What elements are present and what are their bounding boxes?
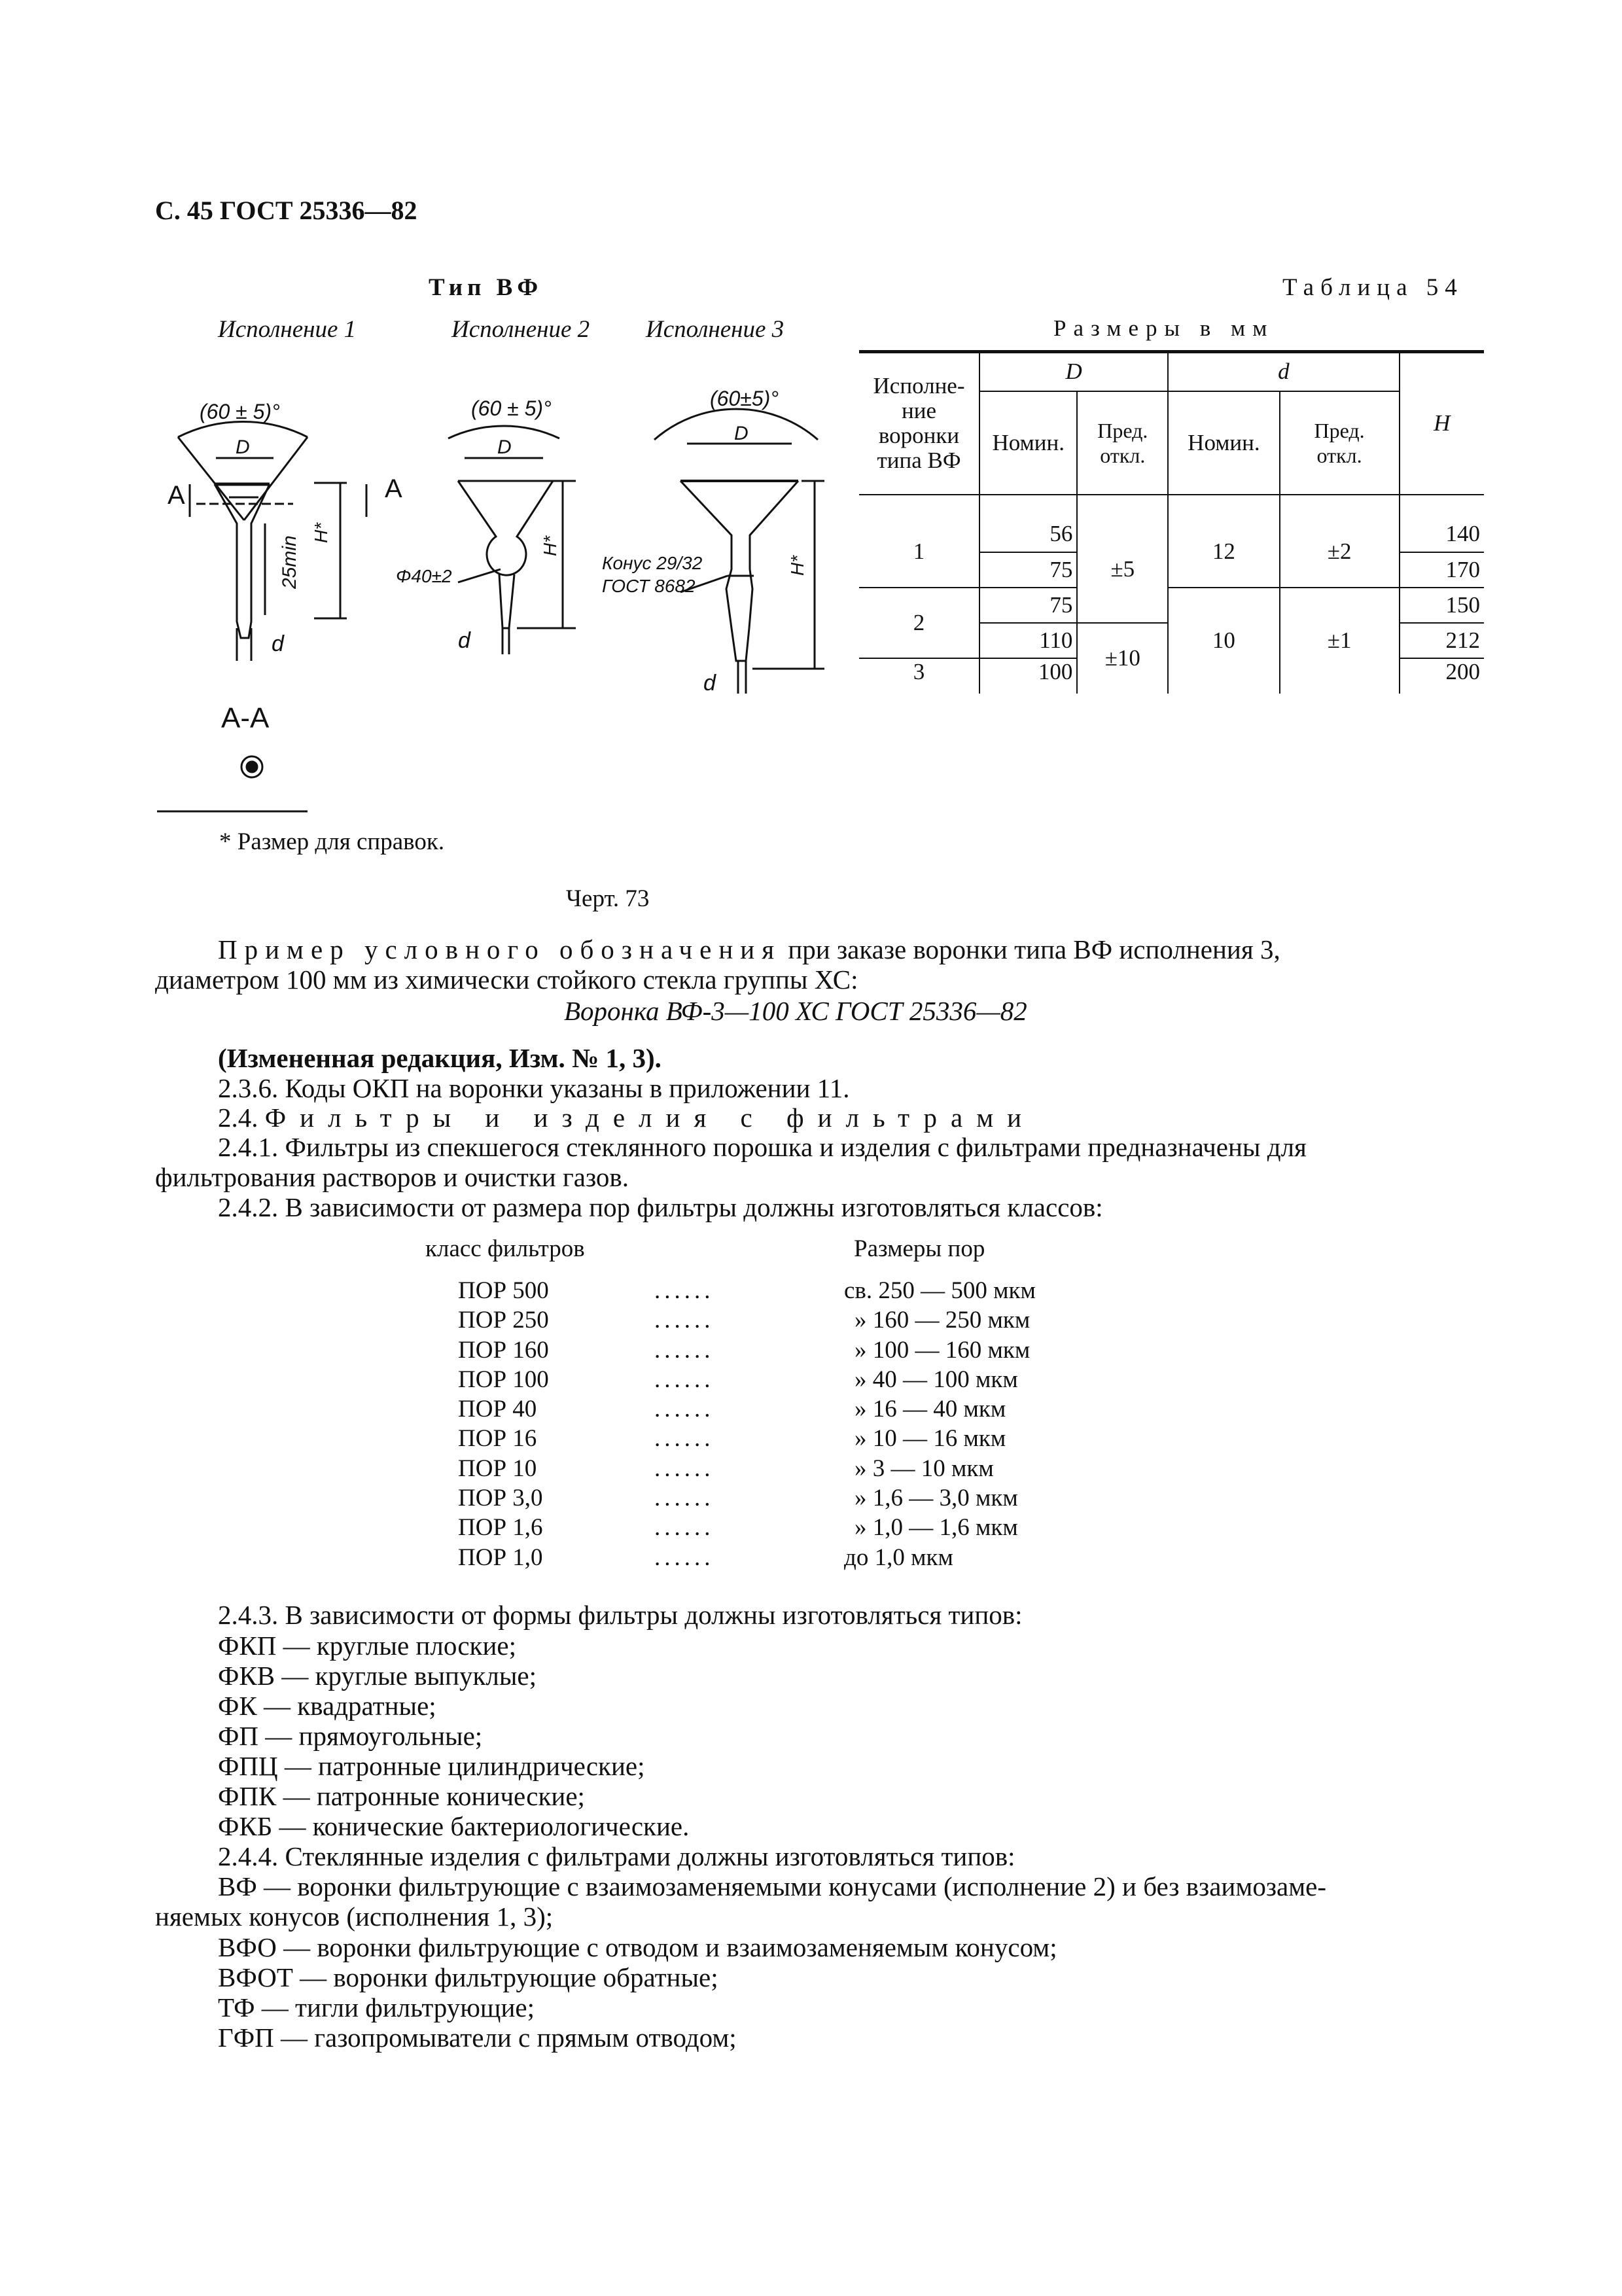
svg-text:A: A (385, 474, 402, 503)
version-2-label: Исполнение 2 (451, 316, 590, 343)
svg-text:(60 ± 5)°: (60 ± 5)° (200, 400, 280, 423)
para-242: 2.4.2. В зависимости от размера пор фильтры должны изготовляться классов: (218, 1192, 1103, 1222)
table-subtitle: Размеры в мм (1053, 315, 1275, 341)
list-item: ПОР 1,0 ...... до 1,0 мкм (458, 1544, 953, 1571)
table-row: 75 170 (859, 552, 1484, 588)
type-item: ФПЦ — патронные цилиндрические; (218, 1751, 645, 1781)
type-item: ФКВ — круглые выпуклые; (218, 1661, 537, 1691)
product-item: ВФО — воронки фильтрующие с отводом и взаимозаменяемым конусом; (218, 1932, 1057, 1962)
table-row: 110 ±10 212 (859, 623, 1484, 658)
para-236: 2.3.6. Коды ОКП на воронки указаны в приложении 11. (218, 1073, 850, 1103)
table-row: 2 75 10 ±1 150 (859, 588, 1484, 623)
list-item: ПОР 10 ...... » 3 — 10 мкм (458, 1455, 994, 1482)
list-item: ПОР 160 ...... » 100 — 160 мкм (458, 1336, 1031, 1364)
product-item: ГФП — газопромыватели с прямым отводом; (218, 2022, 737, 2053)
vf-line-1: ВФ — воронки фильтрующие с взаимозаменяемыми конусами (исполнение 2) и без взаимозаме- (218, 1871, 1327, 1901)
list-item: ПОР 250 ...... » 160 — 250 мкм (458, 1307, 1031, 1334)
type-item: ФКП — круглые плоские; (218, 1631, 516, 1661)
list-item: ПОР 3,0 ...... » 1,6 — 3,0 мкм (458, 1485, 1018, 1512)
svg-text:ГОСТ 8682: ГОСТ 8682 (602, 576, 696, 596)
vf-line-2: няемых конусов (исполнения 1, 3); (155, 1901, 554, 1932)
version-3-drawing (602, 387, 824, 696)
change-note: (Измененная редакция, Изм. № 1, 3). (218, 1043, 661, 1073)
page-header: С. 45 ГОСТ 25336—82 (155, 196, 417, 225)
svg-text:d: d (458, 628, 470, 653)
version-3-label: Исполнение 3 (646, 316, 785, 343)
example-line-2: диаметром 100 мм из химически стойкого стекла группы ХС: (155, 964, 858, 995)
footnote: * Размер для справок. (219, 828, 445, 855)
filter-class-list (419, 1276, 1116, 1572)
col-d-header: d (1168, 352, 1399, 391)
svg-text:25min: 25min (279, 535, 300, 589)
type-item: ФК — квадратные; (218, 1691, 436, 1721)
D-dev-header: Пред. откл. (1077, 391, 1168, 495)
funnel-drawing (0, 0, 851, 864)
svg-text:(60±5)°: (60±5)° (710, 387, 779, 410)
list-item: ПОР 40 ...... » 16 — 40 мкм (458, 1396, 1006, 1423)
version-2-drawing (396, 397, 576, 654)
d-nom-header: Номин. (1168, 391, 1279, 495)
col-D-header: D (979, 352, 1168, 391)
para-241-line-2: фильтрования растворов и очистки газов. (155, 1162, 629, 1192)
svg-text:d: d (272, 631, 284, 656)
list-item: ПОР 1,6 ...... » 1,0 — 1,6 мкм (458, 1514, 1018, 1542)
list-item: ПОР 500 ...... св. 250 — 500 мкм (458, 1277, 1036, 1304)
version-1-drawing (167, 400, 402, 777)
dimensions-table (859, 350, 1484, 694)
col-isp-header: Исполне- ние воронки типа ВФ (859, 352, 979, 495)
table-row: 1 56 ±5 12 ±2 140 (859, 517, 1484, 552)
list-item: ПОР 100 ...... » 40 — 100 мкм (458, 1366, 1018, 1393)
svg-text:A-A: A-A (221, 702, 270, 734)
example-formula: Воронка ВФ-3—100 ХС ГОСТ 25336—82 (564, 996, 1027, 1026)
svg-text:H*: H* (540, 535, 560, 556)
filter-head-size: Размеры пор (854, 1235, 985, 1262)
svg-text:Φ40±2: Φ40±2 (396, 566, 452, 586)
para-244: 2.4.4. Стеклянные изделия с фильтрами должны изготовляться типов: (218, 1841, 1015, 1871)
filter-head-class: класс фильтров (425, 1235, 585, 1262)
para-243: 2.4.3. В зависимости от формы фильтры должны изготовляться типов: (218, 1600, 1023, 1630)
para-241-line-1: 2.4.1. Фильтры из спекшегося стеклянного порошка и изделия с фильтрами предназначены для (218, 1132, 1307, 1162)
svg-text:D: D (497, 436, 512, 458)
svg-text:H*: H* (311, 522, 331, 543)
d-dev-header: Пред. откл. (1280, 391, 1400, 495)
svg-text:D: D (236, 436, 250, 458)
section-24-heading: 2.4. Фильтры и изделия с фильтрами (218, 1103, 1036, 1133)
type-item: ФПК — патронные конические; (218, 1781, 585, 1811)
figure-caption: Черт. 73 (566, 885, 650, 912)
type-item: ФП — прямоугольные; (218, 1721, 483, 1751)
example-line-1: Пример условного обозначения при заказе воронки типа ВФ исполнения 3, (218, 934, 1280, 964)
list-item: ПОР 16 ...... » 10 — 16 мкм (458, 1425, 1006, 1453)
version-1-label: Исполнение 1 (218, 316, 357, 343)
figure-type-title: Тип ВФ (429, 274, 543, 301)
svg-text:d: d (703, 671, 716, 696)
table-row: 3 100 200 (859, 658, 1484, 694)
svg-text:H*: H* (787, 555, 807, 576)
svg-text:Конус 29/32: Конус 29/32 (602, 553, 703, 573)
table-title: Таблица 54 (1282, 274, 1464, 301)
svg-text:D: D (734, 423, 749, 444)
svg-text:A: A (167, 481, 185, 510)
svg-text:(60 ± 5)°: (60 ± 5)° (471, 397, 552, 420)
product-item: ТФ — тигли фильтрующие; (218, 1992, 535, 2022)
type-item: ФКБ — конические бактериологические. (218, 1811, 690, 1841)
D-nom-header: Номин. (979, 391, 1077, 495)
product-item: ВФОТ — воронки фильтрующие обратные; (218, 1962, 718, 1992)
col-H-header: H (1400, 352, 1484, 495)
